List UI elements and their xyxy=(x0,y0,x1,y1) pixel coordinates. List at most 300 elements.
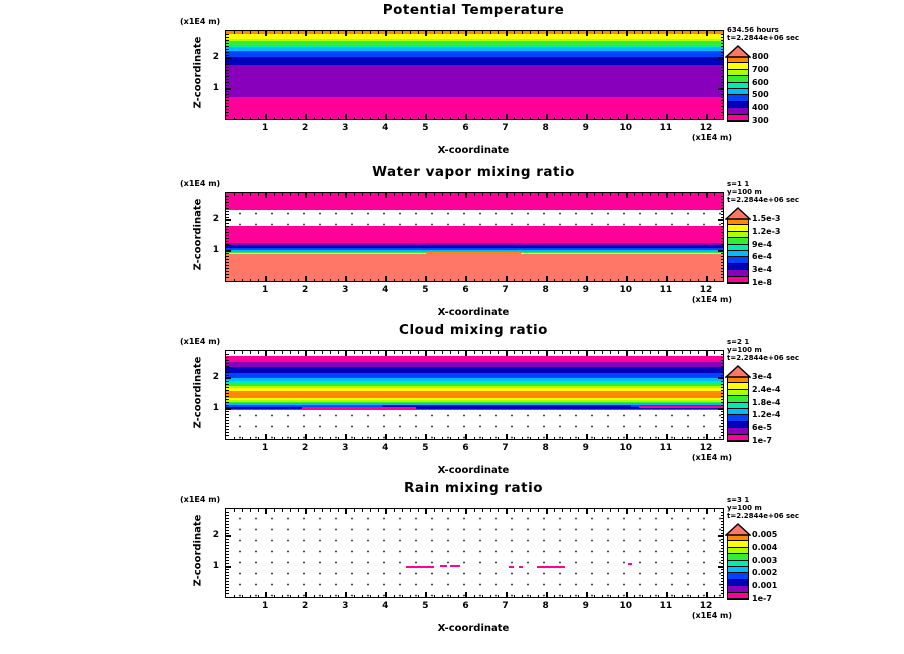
tick-mark xyxy=(226,557,229,558)
tick-mark xyxy=(634,351,635,354)
tick-mark xyxy=(226,79,229,80)
tick-mark xyxy=(522,437,523,440)
tick-mark xyxy=(394,193,395,196)
tick-mark xyxy=(514,351,515,354)
tick-mark xyxy=(274,193,275,196)
tick-mark xyxy=(594,279,595,282)
tick-mark xyxy=(698,193,699,196)
tick-mark xyxy=(721,435,724,436)
tick-mark xyxy=(498,193,499,196)
tick-mark xyxy=(330,437,331,440)
tick-mark xyxy=(314,279,315,282)
tick-mark xyxy=(226,545,229,546)
tick-mark xyxy=(721,390,724,391)
x-tick-label: 1 xyxy=(261,601,269,611)
tick-mark xyxy=(482,193,483,196)
tick-mark xyxy=(226,521,229,522)
y-unit-label: (x1E4 m) xyxy=(180,17,221,26)
tick-mark xyxy=(370,351,371,354)
tick-mark xyxy=(522,117,523,120)
tick-mark xyxy=(394,351,395,354)
tick-mark xyxy=(338,31,339,34)
tick-mark xyxy=(570,509,571,512)
tick-mark xyxy=(274,117,275,120)
tick-mark xyxy=(226,584,229,585)
tick-mark xyxy=(721,381,724,382)
tick-mark xyxy=(721,360,724,361)
y-tick-label: 1 xyxy=(212,560,219,571)
tick-mark xyxy=(721,259,724,260)
tick-mark xyxy=(721,521,724,522)
tick-mark xyxy=(674,437,675,440)
colorbar-band xyxy=(728,277,748,283)
tick-mark xyxy=(226,387,229,388)
colorbar-label: 0.005 xyxy=(752,530,778,539)
tick-mark xyxy=(634,193,635,196)
tick-mark xyxy=(721,515,724,516)
panel-title: Rain mixing ratio xyxy=(403,480,544,496)
tick-mark xyxy=(298,279,299,282)
tick-mark xyxy=(721,100,724,101)
contour-segment xyxy=(450,565,460,567)
tick-mark xyxy=(721,196,724,197)
tick-mark xyxy=(410,31,411,34)
contour-segment xyxy=(509,566,514,568)
tick-mark xyxy=(394,31,395,34)
tick-mark xyxy=(385,31,387,36)
colorbar-label: 1.2e-3 xyxy=(752,226,781,236)
colorbar xyxy=(727,56,749,122)
tick-mark xyxy=(314,117,315,120)
tick-mark xyxy=(554,31,555,34)
tick-mark xyxy=(650,279,651,282)
tick-mark xyxy=(721,512,724,513)
tick-mark xyxy=(698,509,699,512)
tick-mark xyxy=(418,437,419,440)
tick-mark xyxy=(290,279,291,282)
tick-mark xyxy=(634,279,635,282)
x-tick-label: 11 xyxy=(659,123,673,133)
tick-mark xyxy=(602,595,603,598)
tick-mark xyxy=(498,279,499,282)
tick-mark xyxy=(562,351,563,354)
tick-mark xyxy=(434,437,435,440)
tick-mark xyxy=(226,527,229,528)
contour-segment xyxy=(406,566,434,568)
x-tick-label: 4 xyxy=(382,443,389,453)
tick-mark xyxy=(594,595,595,598)
tick-mark xyxy=(721,205,724,206)
tick-mark xyxy=(706,351,708,356)
colorbar-header-line: t=2.2844e+06 sec xyxy=(727,512,800,520)
tick-mark xyxy=(721,94,724,95)
tick-mark xyxy=(721,208,724,209)
tick-mark xyxy=(474,279,475,282)
tick-mark xyxy=(338,193,339,196)
tick-mark xyxy=(226,34,229,35)
y-axis-label: Z-coordinate xyxy=(192,356,204,429)
tick-mark xyxy=(538,117,539,120)
x-tick-label: 7 xyxy=(502,443,509,453)
tick-mark xyxy=(721,61,724,62)
tick-mark xyxy=(242,31,243,34)
tick-mark xyxy=(674,31,675,34)
tick-mark xyxy=(514,193,515,196)
colorbar-arrow-icon xyxy=(725,43,751,56)
tick-mark xyxy=(458,437,459,440)
tick-mark xyxy=(282,437,283,440)
tick-mark xyxy=(442,193,443,196)
tick-mark xyxy=(721,232,724,233)
tick-mark xyxy=(226,55,229,56)
tick-mark xyxy=(721,226,724,227)
tick-mark xyxy=(226,238,229,239)
x-tick-label: 12 xyxy=(699,601,713,611)
tick-mark xyxy=(658,509,659,512)
tick-mark xyxy=(362,193,363,196)
x-tick-label: 8 xyxy=(542,601,549,611)
tick-mark xyxy=(721,229,724,230)
tick-mark xyxy=(658,437,659,440)
colorbar-header xyxy=(727,496,847,520)
tick-mark xyxy=(594,193,595,196)
tick-mark xyxy=(450,279,451,282)
tick-mark xyxy=(562,595,563,598)
tick-mark xyxy=(258,509,259,512)
tick-mark xyxy=(578,437,579,440)
tick-mark xyxy=(618,595,619,598)
tick-mark xyxy=(570,437,571,440)
tick-mark xyxy=(650,117,651,120)
tick-mark xyxy=(698,595,699,598)
tick-mark xyxy=(226,587,229,588)
tick-mark xyxy=(234,595,235,598)
tick-mark xyxy=(721,76,724,77)
tick-mark xyxy=(721,67,724,68)
tick-mark xyxy=(721,37,724,38)
x-tick-label: 8 xyxy=(542,123,549,133)
x-tick-label: 6 xyxy=(462,285,469,295)
tick-mark xyxy=(721,103,724,104)
tick-mark xyxy=(658,31,659,34)
x-tick-label: 12 xyxy=(699,443,713,453)
tick-mark xyxy=(378,31,379,34)
tick-mark xyxy=(578,509,579,512)
tick-mark xyxy=(690,193,691,196)
tick-mark xyxy=(570,351,571,354)
tick-mark xyxy=(562,31,563,34)
colorbar-label: 0.004 xyxy=(752,542,778,552)
tick-mark xyxy=(490,193,491,196)
tick-mark xyxy=(354,193,355,196)
tick-mark xyxy=(274,437,275,440)
tick-mark xyxy=(690,117,691,120)
tick-mark xyxy=(465,193,467,198)
tick-mark xyxy=(465,114,467,119)
tick-mark xyxy=(322,351,323,354)
tick-mark xyxy=(354,279,355,282)
tick-mark xyxy=(226,548,229,549)
tick-mark xyxy=(634,509,635,512)
tick-mark xyxy=(410,437,411,440)
colorbar-header xyxy=(727,26,847,42)
x-tick-label: 2 xyxy=(302,443,309,453)
tick-mark xyxy=(618,437,619,440)
tick-mark xyxy=(721,584,724,585)
tick-mark xyxy=(226,420,229,421)
tick-mark xyxy=(434,279,435,282)
tick-mark xyxy=(721,533,724,534)
tick-mark xyxy=(250,193,251,196)
tick-mark xyxy=(226,569,229,570)
tick-mark xyxy=(474,509,475,512)
tick-mark xyxy=(714,193,715,196)
tick-mark xyxy=(425,434,427,439)
tick-mark xyxy=(474,31,475,34)
tick-mark xyxy=(570,31,571,34)
tick-mark xyxy=(721,49,724,50)
tick-mark xyxy=(586,276,588,281)
tick-mark xyxy=(425,351,427,356)
tick-mark xyxy=(721,587,724,588)
tick-mark xyxy=(250,509,251,512)
tick-mark xyxy=(282,193,283,196)
tick-mark xyxy=(250,279,251,282)
tick-mark xyxy=(586,592,588,597)
tick-mark xyxy=(642,31,643,34)
tick-mark xyxy=(402,595,403,598)
tick-mark xyxy=(721,244,724,245)
tick-mark xyxy=(714,437,715,440)
tick-mark xyxy=(721,527,724,528)
tick-mark xyxy=(226,259,229,260)
x-tick-label: 10 xyxy=(619,285,633,295)
tick-mark xyxy=(666,592,668,597)
tick-mark xyxy=(242,117,243,120)
x-axis-label: X-coordinate xyxy=(437,307,510,318)
tick-mark xyxy=(418,279,419,282)
x-tick-label: 11 xyxy=(659,443,673,453)
tick-mark xyxy=(442,31,443,34)
x-tick-label: 5 xyxy=(422,601,429,611)
colorbar-header-line: t=2.2844e+06 sec xyxy=(727,34,800,42)
tick-mark xyxy=(554,509,555,512)
tick-mark xyxy=(226,578,229,579)
x-tick-label: 2 xyxy=(302,123,309,133)
colorbar-band xyxy=(728,593,748,599)
y-axis-label: Z-coordinate xyxy=(192,36,204,109)
tick-mark xyxy=(721,46,724,47)
tick-mark xyxy=(506,509,508,514)
colorbar-label: 3e-4 xyxy=(752,372,772,381)
plot-area xyxy=(225,508,724,598)
tick-mark xyxy=(370,509,371,512)
tick-mark xyxy=(226,593,229,594)
tick-mark xyxy=(642,351,643,354)
x-unit-label: (x1E4 m) xyxy=(691,295,733,304)
x-unit-label: (x1E4 m) xyxy=(691,133,733,142)
x-tick-label: 4 xyxy=(382,601,389,611)
tick-mark xyxy=(474,437,475,440)
tick-mark xyxy=(578,193,579,196)
tick-mark xyxy=(682,117,683,120)
tick-mark xyxy=(402,509,403,512)
tick-mark xyxy=(721,79,724,80)
contour-segment xyxy=(382,405,631,408)
tick-mark xyxy=(610,437,611,440)
tick-mark xyxy=(458,595,459,598)
tick-mark xyxy=(298,595,299,598)
tick-mark xyxy=(226,241,229,242)
tick-mark xyxy=(290,437,291,440)
x-tick-label: 6 xyxy=(462,601,469,611)
tick-mark xyxy=(650,193,651,196)
tick-mark xyxy=(666,276,668,281)
tick-mark xyxy=(546,193,548,198)
tick-mark xyxy=(402,351,403,354)
tick-mark xyxy=(721,357,724,358)
tick-mark xyxy=(474,117,475,120)
tick-mark xyxy=(718,57,723,59)
tick-mark xyxy=(434,117,435,120)
tick-mark xyxy=(450,117,451,120)
tick-mark xyxy=(226,554,229,555)
x-axis-label: X-coordinate xyxy=(437,623,510,634)
tick-mark xyxy=(226,217,229,218)
tick-mark xyxy=(226,61,229,62)
tick-mark xyxy=(226,214,229,215)
tick-mark xyxy=(226,566,231,568)
tick-mark xyxy=(226,581,229,582)
tick-mark xyxy=(554,193,555,196)
contour-segment xyxy=(537,566,565,568)
tick-mark xyxy=(626,31,628,36)
tick-mark xyxy=(721,115,724,116)
tick-mark xyxy=(498,117,499,120)
panel-title: Cloud mixing ratio xyxy=(399,322,548,338)
tick-mark xyxy=(626,114,628,119)
tick-mark xyxy=(465,276,467,281)
tick-mark xyxy=(698,117,699,120)
tick-mark xyxy=(226,390,229,391)
tick-mark xyxy=(226,40,229,41)
contour-segment xyxy=(426,252,520,254)
tick-mark xyxy=(554,351,555,354)
tick-mark xyxy=(418,509,419,512)
color-band xyxy=(226,226,723,242)
tick-mark xyxy=(642,437,643,440)
tick-mark xyxy=(482,509,483,512)
x-tick-label: 1 xyxy=(261,123,269,133)
tick-mark xyxy=(450,193,451,196)
tick-mark xyxy=(442,351,443,354)
tick-mark xyxy=(345,114,347,119)
tick-mark xyxy=(490,595,491,598)
tick-mark xyxy=(690,437,691,440)
tick-mark xyxy=(226,363,229,364)
tick-mark xyxy=(650,595,651,598)
tick-mark xyxy=(274,595,275,598)
x-tick-label: 8 xyxy=(542,285,549,295)
tick-mark xyxy=(506,592,508,597)
tick-mark xyxy=(522,351,523,354)
colorbar-label: 6e-4 xyxy=(752,252,772,262)
x-tick-label: 9 xyxy=(582,123,589,133)
tick-mark xyxy=(385,592,387,597)
tick-mark xyxy=(298,117,299,120)
tick-mark xyxy=(314,509,315,512)
colorbar-header-line: y=100 m xyxy=(727,188,762,196)
x-tick-label: 4 xyxy=(382,123,389,133)
colorbar-header-line: y=100 m xyxy=(727,504,762,512)
tick-mark xyxy=(226,205,229,206)
tick-mark xyxy=(650,351,651,354)
tick-mark xyxy=(674,595,675,598)
tick-mark xyxy=(330,279,331,282)
tick-mark xyxy=(258,437,259,440)
y-tick-label: 1 xyxy=(212,82,219,93)
tick-mark xyxy=(682,279,683,282)
tick-mark xyxy=(666,509,668,514)
tick-mark xyxy=(721,542,724,543)
colorbar-label: 6e-5 xyxy=(752,423,772,433)
y-tick-label: 2 xyxy=(212,372,219,383)
tick-mark xyxy=(378,193,379,196)
tick-mark xyxy=(721,106,724,107)
tick-mark xyxy=(706,509,708,514)
tick-mark xyxy=(594,437,595,440)
tick-mark xyxy=(226,408,231,410)
tick-mark xyxy=(458,351,459,354)
tick-mark xyxy=(562,279,563,282)
tick-mark xyxy=(506,434,508,439)
tick-mark xyxy=(338,279,339,282)
tick-mark xyxy=(226,94,229,95)
colorbar-header xyxy=(727,180,847,204)
tick-mark xyxy=(265,114,267,119)
tick-mark xyxy=(450,351,451,354)
colorbar-label: 9e-4 xyxy=(752,239,772,249)
colorbar xyxy=(727,376,749,442)
x-tick-label: 7 xyxy=(502,601,509,611)
tick-mark xyxy=(530,595,531,598)
tick-mark xyxy=(394,279,395,282)
tick-mark xyxy=(298,193,299,196)
tick-mark xyxy=(226,106,229,107)
x-tick-label: 12 xyxy=(699,285,713,295)
tick-mark xyxy=(546,351,548,356)
tick-mark xyxy=(718,566,723,568)
colorbar-arrow-icon xyxy=(725,363,751,376)
x-tick-label: 5 xyxy=(422,285,429,295)
tick-mark xyxy=(506,193,508,198)
tick-mark xyxy=(226,533,229,534)
tick-mark xyxy=(634,31,635,34)
x-tick-label: 2 xyxy=(302,285,309,295)
tick-mark xyxy=(594,509,595,512)
tick-mark xyxy=(514,595,515,598)
contour-segment xyxy=(628,563,632,565)
tick-mark xyxy=(226,202,229,203)
tick-mark xyxy=(698,279,699,282)
tick-mark xyxy=(721,423,724,424)
tick-mark xyxy=(226,49,229,50)
tick-mark xyxy=(602,509,603,512)
tick-mark xyxy=(650,509,651,512)
color-band xyxy=(226,254,723,281)
tick-mark xyxy=(226,590,229,591)
tick-mark xyxy=(721,563,724,564)
